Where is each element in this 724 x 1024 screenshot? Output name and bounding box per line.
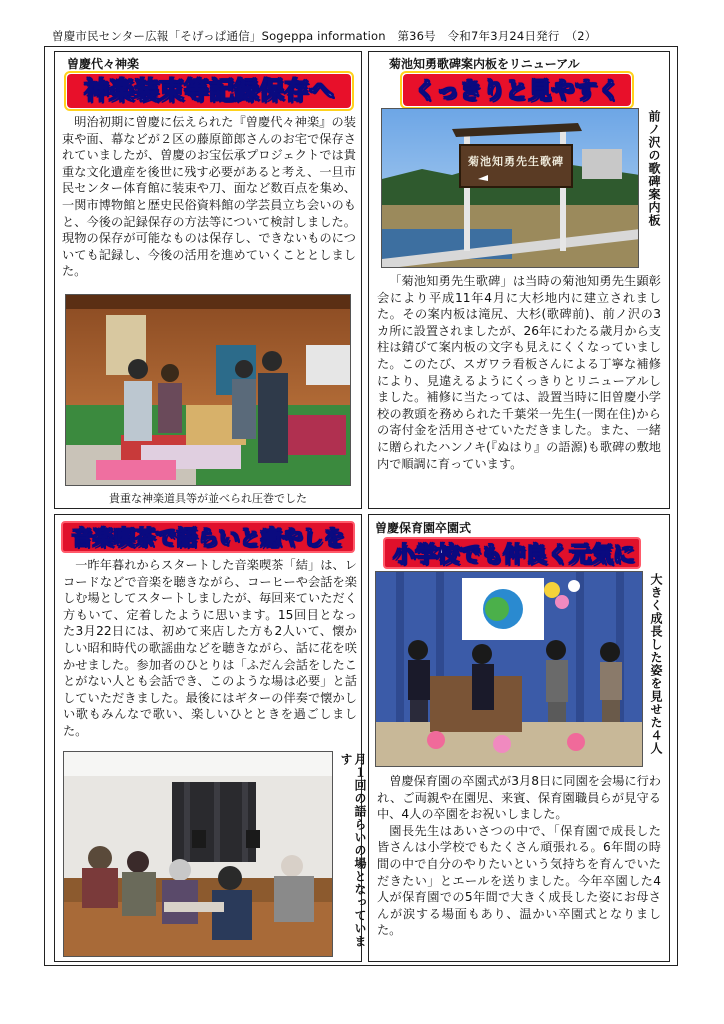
article-headline: くっきりと見やすく [403, 74, 631, 106]
body-paragraph: 曽慶保育園の卒園式が3月8日に同園を会場に行われ、ご両親や在園児、来賓、保育園職員らが見守る中、4人の卒園をお祝いしました。 [377, 774, 661, 822]
article-music-cafe [54, 514, 367, 962]
article-kicker: 曽慶代々神楽 [67, 57, 140, 71]
signboard-photo-illustration [382, 109, 639, 268]
music-cafe-photo [63, 751, 333, 957]
article-body [377, 273, 661, 472]
article-headline: 音楽喫茶で語らいと癒やしを [61, 521, 355, 553]
article-body [62, 114, 356, 280]
body-paragraph: 園長先生はあいさつの中で、「保育園で成長した皆さんは小学校でもたくさん頑張れる。6年間の時間の中で自分のやりたいという気持ちを育んでいただきたい」とエールを送りました。今年卒園した4人が保育園での5年間で大きく成長した姿にお母さんが涙する場面もあり、温かい卒園式となりました。 [377, 823, 661, 938]
graduation-photo [375, 571, 643, 767]
photo-caption: 貴重な神楽道具等が並べられ圧巻でした [109, 492, 307, 505]
body-paragraph: 一昨年暮れからスタートした音楽喫茶「結」は、レコードなどで音楽を聴きながら、コーヒーや会話を楽しむ場としてスタートしましたが、毎回来ていただく方もいて、定着したように思います。15回目となった3月22日には、初めて来店した方も2人いて、懐かしい昭和時代の歌謡曲などを聴きながら、話に花を咲かせました。参加者のひとりは「ふだん会話をしたことがない人とも会話でき、このような場は必要」と話していただきました。最後にはギターの伴奏で懐かしい歌もみんなで歌い、楽しいひとときを過ごしました。 [63, 558, 357, 738]
article-graduation [368, 514, 670, 962]
article-body [377, 773, 661, 939]
article-headline: 小学校でも仲良く元気に [383, 537, 641, 569]
article-headline: 神楽装束等記録保存へ [67, 74, 351, 108]
photo-vertical-caption: 大きく成長した姿を見せた４人 [649, 573, 663, 755]
signboard-photo [381, 108, 639, 268]
kagura-photo-illustration [66, 295, 351, 486]
photo-vertical-caption: 前ノ沢の歌碑案内板 [647, 110, 661, 227]
sign-text: 菊池知勇先生歌碑 [468, 155, 564, 168]
page-header: 曽慶市民センター広報「そげっぱ通信」Sogeppa information 第36号 令和7年3月24日発行 （2） [52, 29, 597, 43]
article-kagura [54, 51, 362, 509]
body-paragraph: 明治初期に曽慶に伝えられた『曽慶代々神楽』の装束や面、幕などが２区の藤原節郎さんのお宅で保存されていましたが、曽慶のお宝伝承プロジェクトでは貴重な文化遺産を後世に残す必要があると考え、一旦市民センター体育館に装束や刀、面など数百点を集め、一関市博物館と歴史民俗資料館の学芸員立ち会いのもと、今後の記録保存の方法等について検討しました。現物の保存が可能なものは保存し、できないものについても記録し、今後の活用を進めていくこととしました。 [62, 115, 356, 279]
graduation-photo-illustration [376, 572, 643, 767]
article-body [63, 557, 357, 740]
article-signboard [368, 51, 670, 509]
article-kicker: 曽慶保育園卒園式 [375, 521, 472, 535]
article-kicker: 菊池知勇歌碑案内板をリニューアル [389, 57, 580, 71]
kagura-photo [65, 294, 351, 486]
body-paragraph: 「菊池知勇先生歌碑」は当時の菊池知勇先生顕彰会により平成11年4月に大杉地内に建立されました。その案内板は滝尻、大杉(歌碑前)、前ノ沢の3カ所に設置されましたが、26年にわたる歳月から支柱は錆びて案内板の文字も見えにくくなっていました。このたび、スガワラ看板さんによる丁寧な補修により、見違えるようにくっきりとリニューアルしました。補修に当たっては、設置当時に旧曽慶小学校の教頭を務められた千葉栄一先生(一関在住)からの寄付金を活用させていただきました。また、一緒に贈られたハンノキ(『ぬはり』の語源)も歌碑の敷地内で順調に育っています。 [377, 274, 661, 471]
music-cafe-photo-illustration [64, 752, 333, 957]
photo-vertical-caption: 月１回の語らいの場となっています [339, 753, 367, 948]
